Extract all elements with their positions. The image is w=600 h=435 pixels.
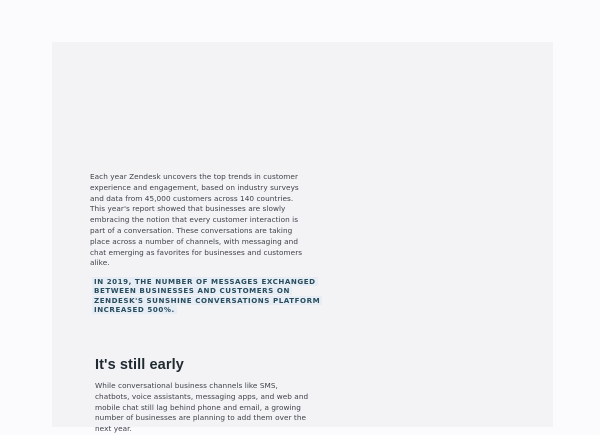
statistic-callout [92, 277, 338, 314]
section-paragraph: While conversational business channels like SMS, chatbots, voice assistants, messaging apps, and web and mobile chat still lag behind phone and email, a growing number of businesses are planning to add them over the next year. [95, 381, 309, 434]
callout-text: IN 2019, THE NUMBER OF MESSAGES EXCHANGED BETWEEN BUSINESSES AND CUSTOMERS ON ZENDESK'S SUNSHINE CONVERSATIONS PLATFORM INCREASED 500%. [94, 277, 321, 314]
section-heading: It's still early [95, 357, 184, 373]
intro-paragraph: Each year Zendesk uncovers the top trends in customer experience and engagement, based on industry surveys and data from 45,000 customers across 140 countries. This year's report showed that businesses are slowly embracing the notion that every customer interaction is part of a conversation. These conversations are taking place across a number of channels, with messaging and chat emerging as favorites for businesses and customers alike. [90, 172, 303, 268]
